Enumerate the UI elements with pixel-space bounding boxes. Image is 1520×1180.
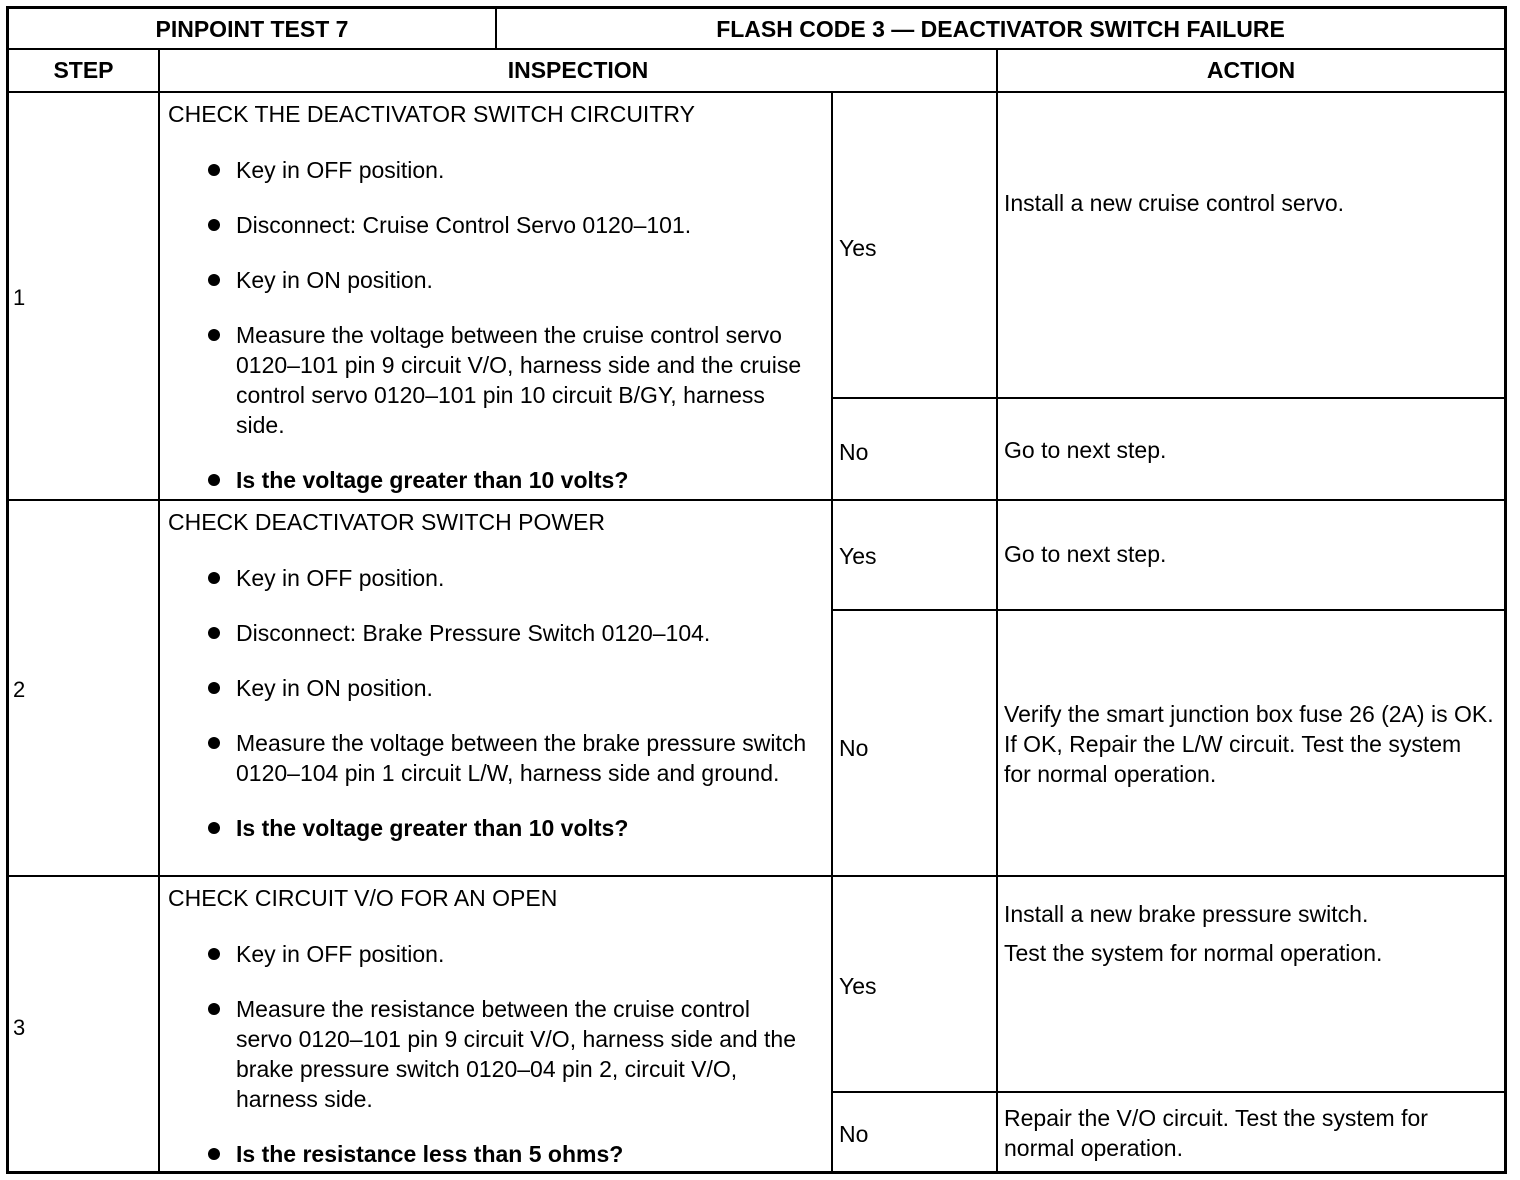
step-2-yes: [833, 501, 996, 609]
step-3-yes-action-text: [1004, 899, 1494, 968]
step-1-bullets: [196, 155, 811, 495]
step-2-no: [833, 611, 996, 875]
step-1-bullet-4: Measure the voltage between the cruise control servo 0120–101 pin 9 circuit V/O, harness side and the cruise control servo 0120–101 pin 10 circuit B/GY, harness side.: [196, 320, 811, 440]
step-2-question: Is the voltage greater than 10 volts?: [196, 813, 811, 843]
step-column-header: STEP: [53, 57, 114, 83]
step-1-no-action-text: [1004, 435, 1494, 465]
test-title-text: FLASH CODE 3 — DEACTIVATOR SWITCH FAILURE: [716, 15, 1285, 42]
step-3-inspection: [160, 877, 831, 1171]
step-1-no-action: [998, 399, 1504, 499]
step-2-bullet-1: Key in OFF position.: [196, 563, 811, 593]
step-1-question: Is the voltage greater than 10 volts?: [196, 465, 811, 495]
step-2-yes-action-line-1: Go to next step.: [1004, 541, 1167, 567]
step-2-bullet-4: Measure the voltage between the brake pressure switch 0120–104 pin 1 circuit L/W, harness side and ground.: [196, 728, 811, 788]
step-1-bullet-3: Key in ON position.: [196, 265, 811, 295]
step-3-yes-label: Yes: [839, 973, 877, 999]
step-3-bullet-2: Measure the resistance between the cruise control servo 0120–101 pin 9 circuit V/O, harness side and the brake pressure switch 0120–04 pin 2, circuit V/O, harness side.: [196, 994, 811, 1114]
step-2-bullets: [196, 563, 811, 843]
step-3-bullet-1: Key in OFF position.: [196, 939, 811, 969]
step-3-bullets: [196, 939, 811, 1169]
step-2-no-action: [998, 611, 1504, 875]
step-1-yes-action: [998, 93, 1504, 397]
step-3-number: 3: [13, 1015, 26, 1040]
step-3-title: CHECK CIRCUIT V/O FOR AN OPEN: [168, 885, 558, 911]
step-3-yes: [833, 877, 996, 1091]
step-2-no-action-text: [1004, 699, 1494, 789]
step-1-title: CHECK THE DEACTIVATOR SWITCH CIRCUITRY: [168, 101, 695, 127]
step-2-bullet-3: Key in ON position.: [196, 673, 811, 703]
step-1-no-label: No: [839, 439, 869, 465]
test-name: [9, 9, 495, 49]
step-2-no-action-line-1: Verify the smart junction box fuse 26 (2A) is OK. If OK, Repair the L/W circuit. Test the system for normal operation.: [1004, 701, 1494, 787]
step-2-yes-action: [998, 501, 1504, 609]
step-3-yes-action-line-1: Install a new brake pressure switch.: [1004, 901, 1369, 927]
step-2-inspection: [160, 501, 831, 875]
step-3-no-action: [998, 1093, 1504, 1171]
step-3-no-action-line-1: Repair the V/O circuit. Test the system for normal operation.: [1004, 1105, 1428, 1161]
step-3-yes-action: [998, 877, 1504, 1091]
test-name-text: PINPOINT TEST 7: [155, 15, 349, 42]
step-2-no-label: No: [839, 735, 869, 761]
step-1-bullet-1: Key in OFF position.: [196, 155, 811, 185]
step-1-yes-action-line-1: Install a new cruise control servo.: [1004, 190, 1345, 216]
step-2-yes-action-text: [1004, 539, 1494, 569]
step-3-no: [833, 1093, 996, 1171]
step-3-no-label: No: [839, 1121, 869, 1147]
step-1-bullet-2: Disconnect: Cruise Control Servo 0120–101.: [196, 210, 811, 240]
step-1-yes-action-text: [1004, 188, 1494, 218]
step-1-inspection: [160, 93, 831, 499]
step-1-yes-label: Yes: [839, 235, 877, 261]
step-1-no: [833, 399, 996, 499]
step-3-no-action-text: [1004, 1103, 1494, 1163]
step-1-number: 1: [13, 285, 26, 310]
pinpoint-test-table: [6, 6, 1507, 1174]
step-1-yes: [833, 93, 996, 397]
step-2-title: CHECK DEACTIVATOR SWITCH POWER: [168, 509, 606, 535]
step-3-question: Is the resistance less than 5 ohms?: [196, 1139, 811, 1169]
inspection-column-header: INSPECTION: [507, 57, 649, 83]
test-title: [497, 9, 1504, 49]
step-2-yes-label: Yes: [839, 543, 877, 569]
step-3-yes-action-line-2: Test the system for normal operation.: [1004, 940, 1383, 966]
step-2-number: 2: [13, 677, 26, 702]
step-2-bullet-2: Disconnect: Brake Pressure Switch 0120–104.: [196, 618, 811, 648]
step-1-no-action-line-1: Go to next step.: [1004, 437, 1167, 463]
action-column-header: ACTION: [1206, 57, 1296, 83]
